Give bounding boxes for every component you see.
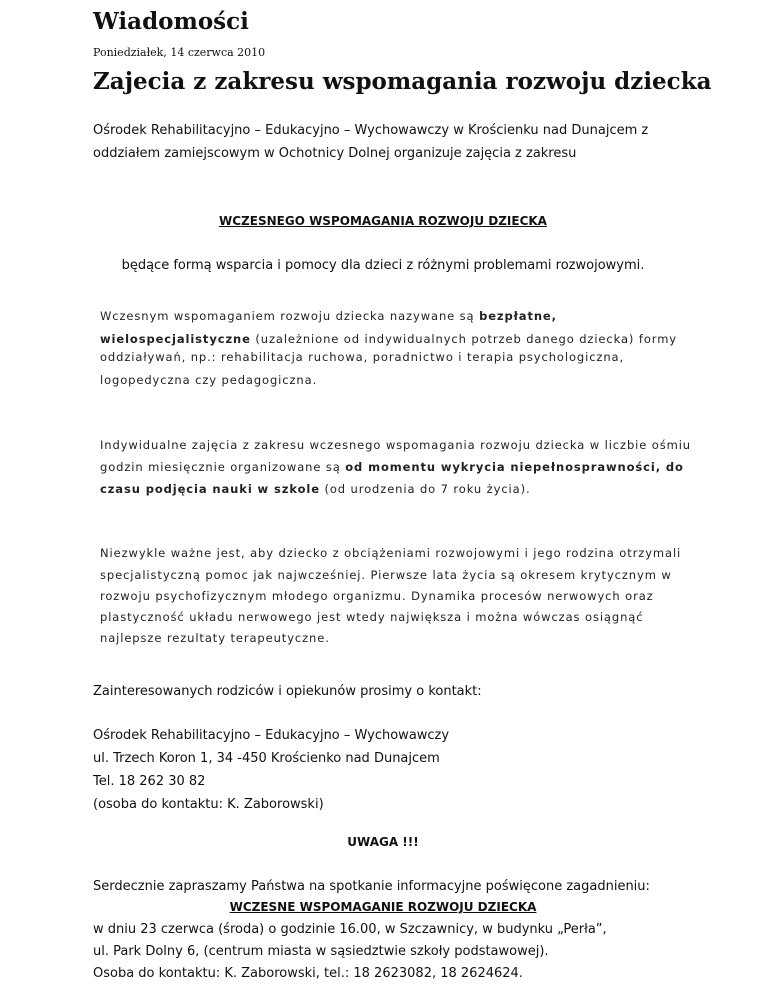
para1-line-1: Wczesnym wspomaganiem rozwoju dziecka nazywane są bezpłatne, [100, 309, 557, 323]
para1-line-2: wielospecjalistyczne (uzależnione od indywidualnych potrzeb danego dziecka) formy [100, 332, 677, 346]
contact-address: ul. Trzech Koron 1, 34 -450 Krościenko nad Dunajcem [93, 751, 440, 766]
contact-intro: Zainteresowanych rodziców i opiekunów prosimy o kontakt: [93, 684, 482, 699]
intro-line-2: oddziałem zamiejscowym w Ochotnicy Dolnej organizuje zajęcia z zakresu [93, 146, 577, 161]
para3-line-3: rozwoju psychofizycznym młodego organizmu. Dynamika procesów nerwowych oraz [100, 589, 654, 603]
invite-line-1: Serdecznie zapraszamy Państwa na spotkanie informacyjne poświęcone zagadnieniu: [93, 879, 650, 894]
para2-line-2: godzin miesięcznie organizowane są od momentu wykrycia niepełnosprawności, do [100, 460, 684, 474]
para1-line-4: logopedyczna czy pedagogiczna. [100, 373, 318, 387]
intro-line-1: Ośrodek Rehabilitacyjno – Edukacyjno – Wychowawczy w Krościenku nad Dunajcem z [93, 123, 649, 138]
para1-line-3: oddziaływań, np.: rehabilitacja ruchowa, poradnictwo i terapia psychologiczna, [100, 350, 625, 364]
para3-line-5: najlepsze rezultaty terapeutyczne. [100, 631, 330, 645]
notice-heading: UWAGA !!! [347, 835, 419, 849]
site-title: Wiadomości [93, 8, 249, 35]
article-title: Zajecia z zakresu wspomagania rozwoju dziecka [93, 68, 712, 95]
para2-line-3: czasu podjęcia nauki w szkole (od urodzenia do 7 roku życia). [100, 482, 531, 496]
contact-org: Ośrodek Rehabilitacyjno – Edukacyjno – Wychowawczy [93, 728, 450, 743]
para3-line-2: specjalistyczną pomoc jak najwcześniej. Pierwsze lata życia są okresem krytycznym w [100, 568, 672, 582]
para3-line-4: plastyczność układu nerwowego jest wtedy największa i można wówczas osiągnąć [100, 610, 644, 624]
invite-line-2: w dniu 23 czerwca (środa) o godzinie 16.00, w Szczawnicy, w budynku „Perła”, [93, 922, 607, 937]
section-subheading: będące formą wsparcia i pomocy dla dzieci z różnymi problemami rozwojowymi. [121, 258, 645, 273]
para2-line-1: Indywidualne zajęcia z zakresu wczesnego wspomagania rozwoju dziecka w liczbie ośmiu [100, 438, 691, 452]
para3-line-1: Niezwykle ważne jest, aby dziecko z obciążeniami rozwojowymi i jego rodzina otrzymali [100, 546, 682, 560]
invite-topic: WCZESNE WSPOMAGANIE ROZWOJU DZIECKA [229, 900, 537, 914]
section-heading: WCZESNEGO WSPOMAGANIA ROZWOJU DZIECKA [219, 214, 547, 228]
invite-line-4: Osoba do kontaktu: K. Zaborowski, tel.: 18 2623082, 18 2624624. [93, 966, 523, 981]
publish-date: Poniedziałek, 14 czerwca 2010 [93, 46, 266, 59]
contact-person: (osoba do kontaktu: K. Zaborowski) [93, 797, 324, 812]
contact-phone: Tel. 18 262 30 82 [93, 774, 206, 789]
invite-line-3: ul. Park Dolny 6, (centrum miasta w sąsiedztwie szkoły podstawowej). [93, 944, 549, 959]
